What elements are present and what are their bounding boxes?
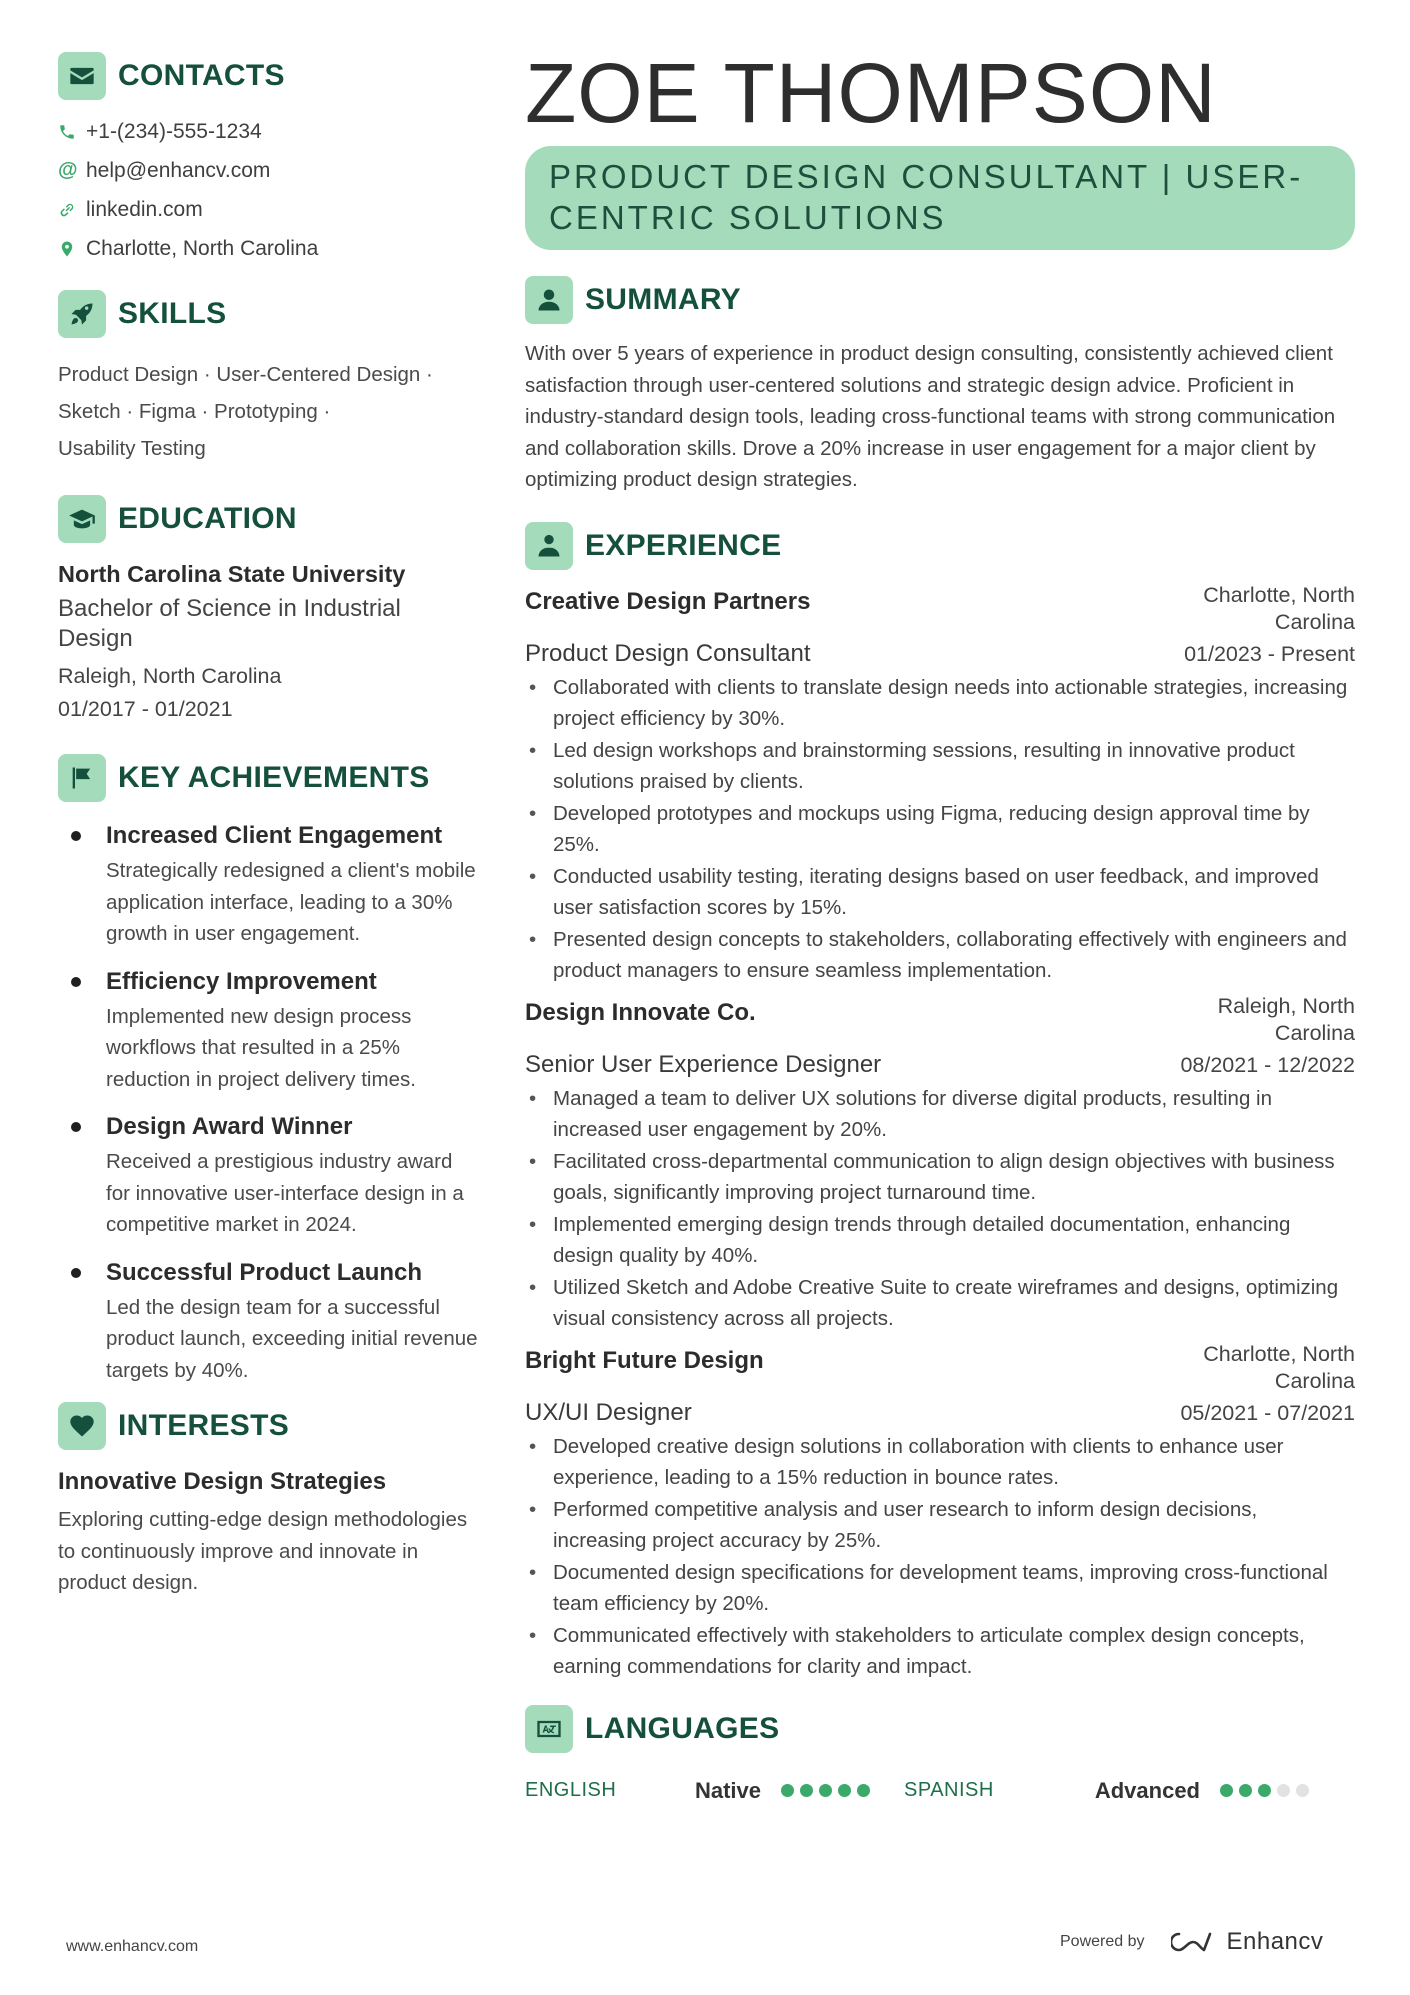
languages-row xyxy=(525,1771,1355,1811)
achievement-desc: Implemented new design process workflows that resulted in a 25% reduction in project delivery times. xyxy=(106,1004,416,1091)
link-icon xyxy=(58,201,86,219)
skills-heading: SKILLS xyxy=(118,297,227,330)
skills-line: Usability Testing xyxy=(58,437,206,460)
job-dates: 01/2023 - Present xyxy=(1184,641,1355,666)
achievement-title: Design Award Winner xyxy=(106,1113,353,1140)
education-dates: 01/2017 - 01/2021 xyxy=(58,697,233,721)
job-bullet: • Led design workshops and brainstorming sessions, resulting in innovative product solutions praised by clients. xyxy=(525,735,1355,798)
job-location-line: Charlotte, North xyxy=(1203,582,1355,607)
job-bullet: • Presented design concepts to stakeholders, collaborating effectively with engineers and product managers to ensure seamless implementation. xyxy=(525,924,1355,987)
envelope-icon xyxy=(58,52,106,100)
linkedin-text[interactable]: linkedin.com xyxy=(86,197,203,221)
rating-dot xyxy=(1296,1784,1309,1797)
rating-dot xyxy=(1220,1784,1233,1797)
experience-header xyxy=(525,522,1355,570)
job-location-line: Carolina xyxy=(1274,1020,1355,1045)
job-bullets xyxy=(525,672,1355,987)
rating-dot xyxy=(1239,1784,1252,1797)
job-bullet: • Managed a team to deliver UX solutions for diverse digital products, resulting in increased user engagement by 20%. xyxy=(525,1083,1355,1146)
skills-list xyxy=(58,356,478,467)
achievement-title: Increased Client Engagement xyxy=(106,822,443,849)
achievements-header xyxy=(58,754,478,802)
contacts-heading: CONTACTS xyxy=(118,59,285,92)
job-role: Product Design Consultant xyxy=(525,639,811,667)
contacts-header xyxy=(58,52,478,100)
education-school: North Carolina State University xyxy=(58,561,406,587)
translate-icon xyxy=(525,1705,573,1753)
achievements-list xyxy=(58,820,478,1386)
languages-header xyxy=(525,1705,1355,1753)
contact-email xyxy=(58,151,478,190)
language-name: ENGLISH xyxy=(525,1779,617,1801)
contact-location xyxy=(58,229,478,268)
job-bullet: • Implemented emerging design trends through detailed documentation, enhancing design quality by 40%. xyxy=(525,1209,1355,1272)
phone-icon xyxy=(58,123,86,141)
email-text[interactable]: help@enhancv.com xyxy=(86,158,271,182)
language-level: Advanced xyxy=(1094,1777,1200,1803)
job-entry xyxy=(525,582,1355,987)
achievement-desc: Received a prestigious industry award for innovative user-interface design in a competitive market in 2024. xyxy=(106,1150,464,1236)
achievement-item xyxy=(58,1257,478,1387)
footer-branding xyxy=(1060,1928,1323,1956)
job-bullet: • Performed competitive analysis and user research to inform design decisions, increasing project accuracy by 25%. xyxy=(525,1494,1355,1557)
rating-dot xyxy=(838,1784,851,1797)
education-degree: Bachelor of Science in Industrial Design xyxy=(58,595,401,652)
job-company: Design Innovate Co. xyxy=(525,998,756,1026)
rating-dot xyxy=(857,1784,870,1797)
rating-dot xyxy=(819,1784,832,1797)
job-location-line: Raleigh, North xyxy=(1217,993,1355,1018)
interests-heading: INTERESTS xyxy=(118,1409,290,1442)
experience-heading: EXPERIENCE xyxy=(585,528,782,562)
job-location-line: Charlotte, North xyxy=(1203,1341,1355,1366)
candidate-title: PRODUCT DESIGN CONSULTANT | USER-CENTRIC SOLUTIONS xyxy=(525,146,1355,250)
at-icon: @ xyxy=(58,159,78,181)
education-header xyxy=(58,495,478,543)
job-bullet: • Developed prototypes and mockups using Figma, reducing design approval time by 25%. xyxy=(525,798,1355,861)
language-rating xyxy=(1220,1784,1309,1797)
contact-linkedin xyxy=(58,190,478,229)
bullet-dot xyxy=(71,831,81,841)
job-role: UX/UI Designer xyxy=(525,1398,692,1426)
rocket-icon xyxy=(58,290,106,338)
language-name: SPANISH xyxy=(904,1779,994,1801)
location-pin-icon xyxy=(58,240,86,258)
candidate-name: ZOE THOMPSON xyxy=(525,46,1217,140)
summary-text: With over 5 years of experience in product design consulting, consistently achieved client satisfaction through user-centered solutions and strategic design advice. Proficient in industry-standard design tools, leading cross-functional teams with strong communication and collaboration skills. Drove a 20% increase in user engagement for a major client by optimizing product design strategies. xyxy=(525,342,1336,491)
job-role: Senior User Experience Designer xyxy=(525,1050,882,1078)
rating-dot xyxy=(1258,1784,1271,1797)
person-icon xyxy=(525,276,573,324)
enhancv-logo-icon xyxy=(1171,1928,1219,1956)
summary-heading: SUMMARY xyxy=(585,283,741,316)
footer-website[interactable]: www.enhancv.com xyxy=(66,1938,199,1955)
job-bullets xyxy=(525,1431,1355,1683)
powered-by-text: Powered by xyxy=(1060,1933,1145,1950)
enhancv-logo[interactable] xyxy=(1171,1928,1324,1956)
achievement-item xyxy=(58,966,478,1096)
bullet-dot xyxy=(71,1268,81,1278)
phone-text[interactable]: +1-(234)-555-1234 xyxy=(86,119,262,143)
job-location xyxy=(1203,582,1355,636)
language-rating xyxy=(781,1784,870,1797)
enhancv-logo-text: Enhancv xyxy=(1226,1928,1324,1955)
achievement-item xyxy=(58,1111,478,1241)
contact-list xyxy=(58,112,478,268)
skills-line: Sketch · Figma · Prototyping · xyxy=(58,400,331,423)
achievement-title: Successful Product Launch xyxy=(106,1258,423,1286)
left-column xyxy=(58,52,478,1599)
job-company: Creative Design Partners xyxy=(525,587,811,615)
job-location-line: Carolina xyxy=(1274,1368,1355,1393)
interest-entry xyxy=(58,1468,478,1599)
rating-dot xyxy=(800,1784,813,1797)
job-bullet: • Facilitated cross-departmental communication to align design objectives with business goals, significantly improving project turnaround time. xyxy=(525,1146,1355,1209)
education-location: Raleigh, North Carolina xyxy=(58,664,282,688)
bullet-dot xyxy=(71,1122,81,1132)
job-bullets xyxy=(525,1083,1355,1335)
graduation-cap-icon xyxy=(58,495,106,543)
education-entry xyxy=(58,561,478,726)
achievement-desc: Led the design team for a successful product launch, exceeding initial revenue targets by 40%. xyxy=(106,1295,478,1382)
job-bullet: • Documented design specifications for development teams, improving cross-functional team efficiency by 20%. xyxy=(525,1557,1355,1620)
job-location-line: Carolina xyxy=(1274,609,1355,634)
job-bullet: • Conducted usability testing, iterating designs based on user feedback, and improved user satisfaction scores by 15%. xyxy=(525,861,1355,924)
flag-icon xyxy=(58,754,106,802)
right-column xyxy=(525,48,1355,1811)
achievement-item xyxy=(58,820,478,950)
languages-heading: LANGUAGES xyxy=(585,1711,780,1745)
job-dates: 05/2021 - 07/2021 xyxy=(1180,1400,1355,1425)
job-bullet: • Collaborated with clients to translate design needs into actionable strategies, increasing project efficiency by 30%. xyxy=(525,672,1355,735)
location-text: Charlotte, North Carolina xyxy=(86,236,319,260)
job-bullet: • Utilized Sketch and Adobe Creative Suite to create wireframes and designs, optimizing visual consistency across all projects. xyxy=(525,1272,1355,1335)
job-location xyxy=(1218,993,1355,1047)
language-level: Native xyxy=(694,1777,761,1803)
contact-phone xyxy=(58,112,478,151)
achievement-desc: Strategically redesigned a client's mobile application interface, leading to a 30% growth in user engagement. xyxy=(106,859,476,945)
job-bullet: • Developed creative design solutions in collaboration with clients to enhance user experience, leading to a 15% reduction in bounce rates. xyxy=(525,1431,1355,1494)
job-entry xyxy=(525,993,1355,1335)
bullet-dot xyxy=(71,977,81,987)
job-bullet: • Communicated effectively with stakeholders to articulate complex design concepts, earning commendations for clarity and impact. xyxy=(525,1620,1355,1683)
interest-title: Innovative Design Strategies xyxy=(58,1468,387,1495)
heart-icon xyxy=(58,1402,106,1450)
rating-dot xyxy=(781,1784,794,1797)
rating-dot xyxy=(1277,1784,1290,1797)
interests-header xyxy=(58,1402,478,1450)
education-heading: EDUCATION xyxy=(118,502,297,535)
achievement-title: Efficiency Improvement xyxy=(106,967,377,995)
job-entry xyxy=(525,1341,1355,1683)
job-dates: 08/2021 - 12/2022 xyxy=(1180,1052,1355,1077)
achievements-heading: KEY ACHIEVEMENTS xyxy=(118,761,430,794)
skills-header xyxy=(58,290,478,338)
skills-line: Product Design · User-Centered Design · xyxy=(58,363,433,386)
summary-header xyxy=(525,276,1355,324)
business-person-icon xyxy=(525,522,573,570)
job-company: Bright Future Design xyxy=(525,1346,764,1374)
interest-desc: Exploring cutting-edge design methodologies to continuously improve and innovate in product design. xyxy=(58,1508,468,1594)
job-location xyxy=(1203,1341,1355,1395)
